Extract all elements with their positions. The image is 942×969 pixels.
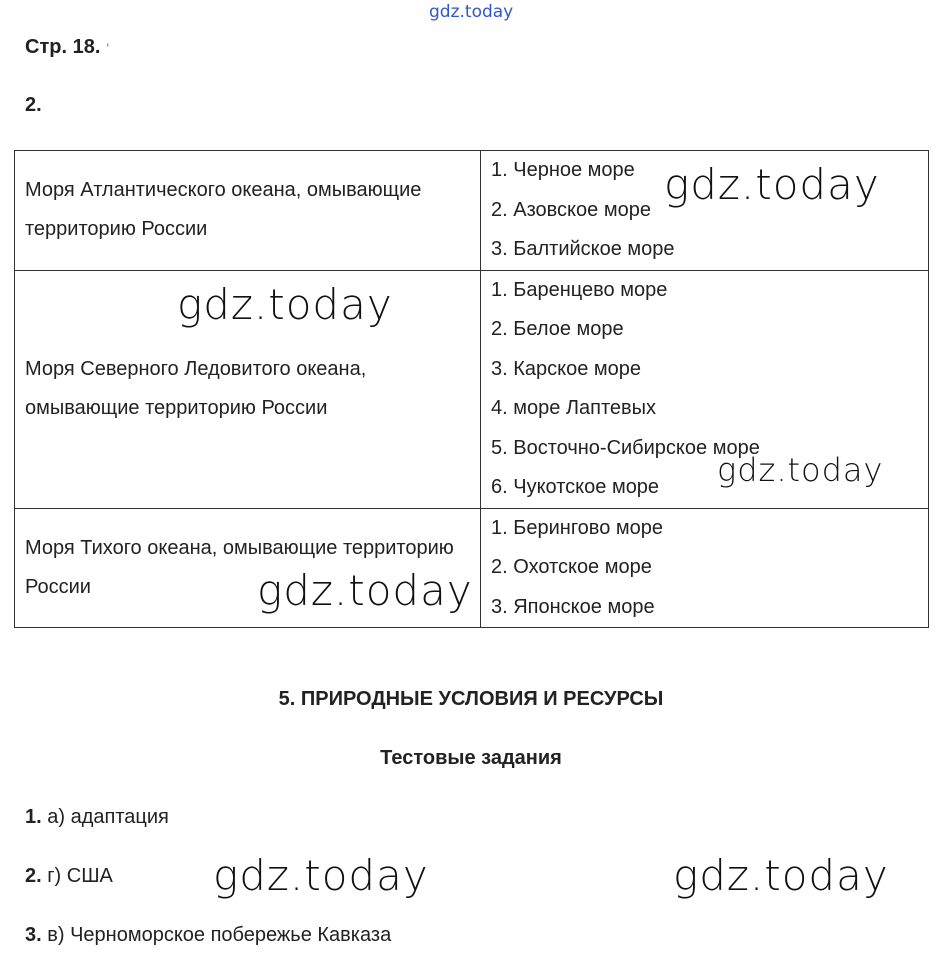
answer-text: в) Черноморское побережье Кавказа xyxy=(41,924,392,946)
list-item: 2. Охотское море xyxy=(491,556,652,578)
list-item: 1. Берингово море xyxy=(491,516,664,539)
answer-text: г) США xyxy=(41,865,113,887)
ocean-label: Моря Северного Ледовитого океана, омывающие территорию России xyxy=(15,270,481,508)
list-item: 3. Балтийское море xyxy=(491,238,675,260)
watermark: gdz.today xyxy=(664,160,880,209)
list-item: 5. Восточно-Сибирское море xyxy=(491,436,760,459)
answer-number: 2. xyxy=(25,865,42,887)
answer-number: 3. xyxy=(25,924,42,946)
top-watermark: gdz.today xyxy=(429,2,514,22)
page-reference xyxy=(25,36,109,59)
watermark: gdz.today xyxy=(717,451,884,489)
watermark: gdz.today xyxy=(213,851,429,900)
answer-item xyxy=(25,865,113,888)
list-item: 1. Черное море xyxy=(491,159,635,181)
list-item: 3. Карское море xyxy=(491,357,642,380)
list-item: 4. море Лаптевых xyxy=(491,397,657,419)
list-item: 3. Японское море xyxy=(491,595,655,618)
answer-item xyxy=(25,924,391,947)
sub-title: Тестовые задания xyxy=(380,747,562,769)
page-reference-text: Стр. 18. xyxy=(25,36,101,58)
watermark: gdz.today xyxy=(673,851,889,900)
answer-text: а) адаптация xyxy=(41,806,169,828)
task-number: 2. xyxy=(25,94,42,116)
answer-item xyxy=(25,806,169,829)
list-item: 2. Азовское море xyxy=(491,198,651,221)
ocean-label: Моря Атлантического океана, омывающие территорию России xyxy=(15,151,481,271)
ocean-label: Моря Тихого океана, омывающие территорию России xyxy=(15,508,481,628)
page-reference-mark: ' xyxy=(106,40,110,56)
list-item: 2. Белое море xyxy=(491,318,624,340)
list-item: 6. Чукотское море xyxy=(491,476,660,498)
seas-table xyxy=(14,150,929,628)
seas-list xyxy=(491,509,928,628)
watermark: gdz.today xyxy=(257,566,473,615)
seas-list-cell xyxy=(481,508,929,628)
section-title: 5. ПРИРОДНЫЕ УСЛОВИЯ И РЕСУРСЫ xyxy=(278,688,664,710)
answer-number: 1. xyxy=(25,806,42,828)
watermark: gdz.today xyxy=(177,280,393,329)
list-item: 1. Баренцево море xyxy=(491,278,668,301)
